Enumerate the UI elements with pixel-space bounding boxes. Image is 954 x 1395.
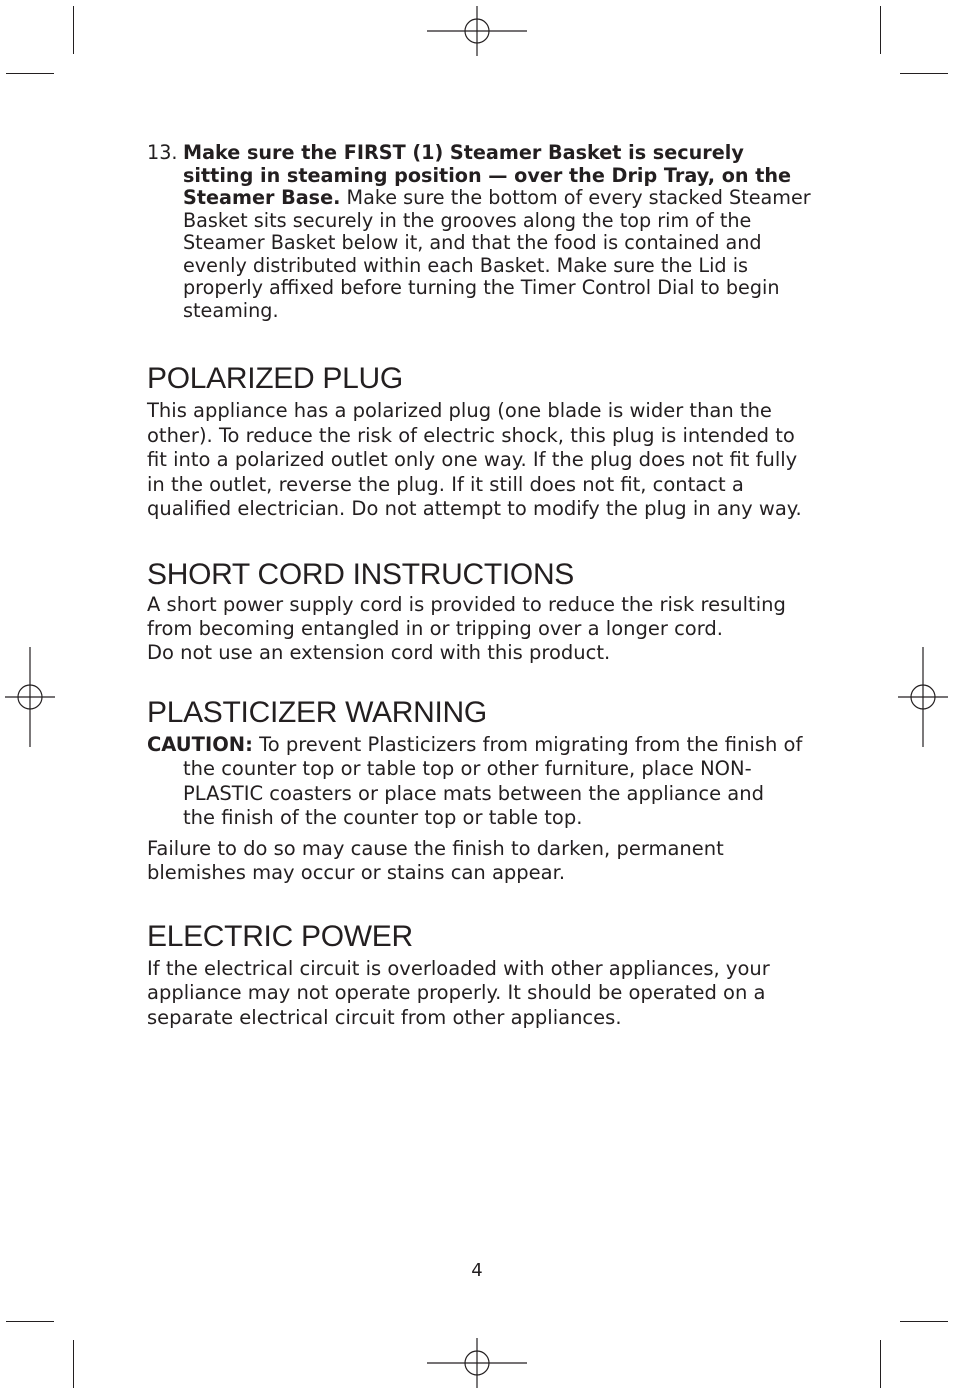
short-cord-heading: SHORT CORD INSTRUCTIONS [147, 557, 575, 591]
caution-continued: the counter top or table top or other furniture, place NON-PLASTIC coasters or place mats between the appliance and the finish of the counter top or table top. [183, 757, 764, 829]
electric-power-text: If the electrical circuit is overloaded with other appliances, your appliance may not operate properly. It should be operated on a separate electrical circuit from other appliances. [147, 956, 770, 1029]
crop-mark [880, 6, 881, 54]
step-body-text: Make sure the bottom of every stacked Steamer Basket sits securely in the grooves along the top rim of the Steamer Basket below it, and that the food is contained and evenly distributed within each Basket. Make sure the Lid is properly affixed before turning the Timer Control Dial to begin steaming. [183, 186, 811, 322]
short-cord-text: A short power supply cord is provided to reduce the risk resulting from becoming entangled in or tripping over a longer cord. [147, 592, 786, 640]
caution-text: To prevent Plasticizers from migrating from the finish of [259, 732, 803, 756]
crop-mark [73, 6, 74, 54]
polarized-plug-text: This appliance has a polarized plug (one blade is wider than the other). To reduce the risk of electric shock, this plug is intended to fit into a polarized outlet only one way. If the plug does not fit fully in the outlet, reverse the plug. If it still does not fit, contact a qualified electrician. Do not attempt to modify the plug in any way. [147, 399, 802, 520]
caution-label: CAUTION: [147, 732, 253, 756]
crop-mark [900, 1321, 948, 1322]
step-number: 13. [147, 141, 178, 164]
step-body [183, 142, 817, 322]
page-content [147, 142, 817, 1030]
crop-mark [900, 73, 948, 74]
registration-mark-bottom [427, 1338, 527, 1388]
registration-mark-top [427, 6, 527, 56]
plasticizer-heading: PLASTICIZER WARNING [147, 695, 487, 729]
crop-mark [6, 73, 54, 74]
page-number: 4 [471, 1260, 483, 1281]
electric-power-heading: ELECTRIC POWER [147, 919, 413, 953]
crop-mark [73, 1340, 74, 1388]
crop-mark [880, 1340, 881, 1388]
short-cord-text-2: Do not use an extension cord with this product. [147, 640, 611, 664]
failure-text: Failure to do so may cause the finish to darken, permanent blemishes may occur or stains can appear. [147, 836, 724, 884]
step-13 [147, 142, 817, 322]
step-bold-text: Make sure the FIRST (1) Steamer Basket is securely sitting in steaming position — over the Drip Tray, on the Steamer Base. [183, 141, 792, 209]
caution-first-line [147, 733, 817, 758]
registration-mark-right [898, 647, 948, 747]
registration-mark-left [5, 647, 55, 747]
crop-mark [6, 1321, 54, 1322]
polarized-plug-heading: POLARIZED PLUG [147, 362, 403, 395]
